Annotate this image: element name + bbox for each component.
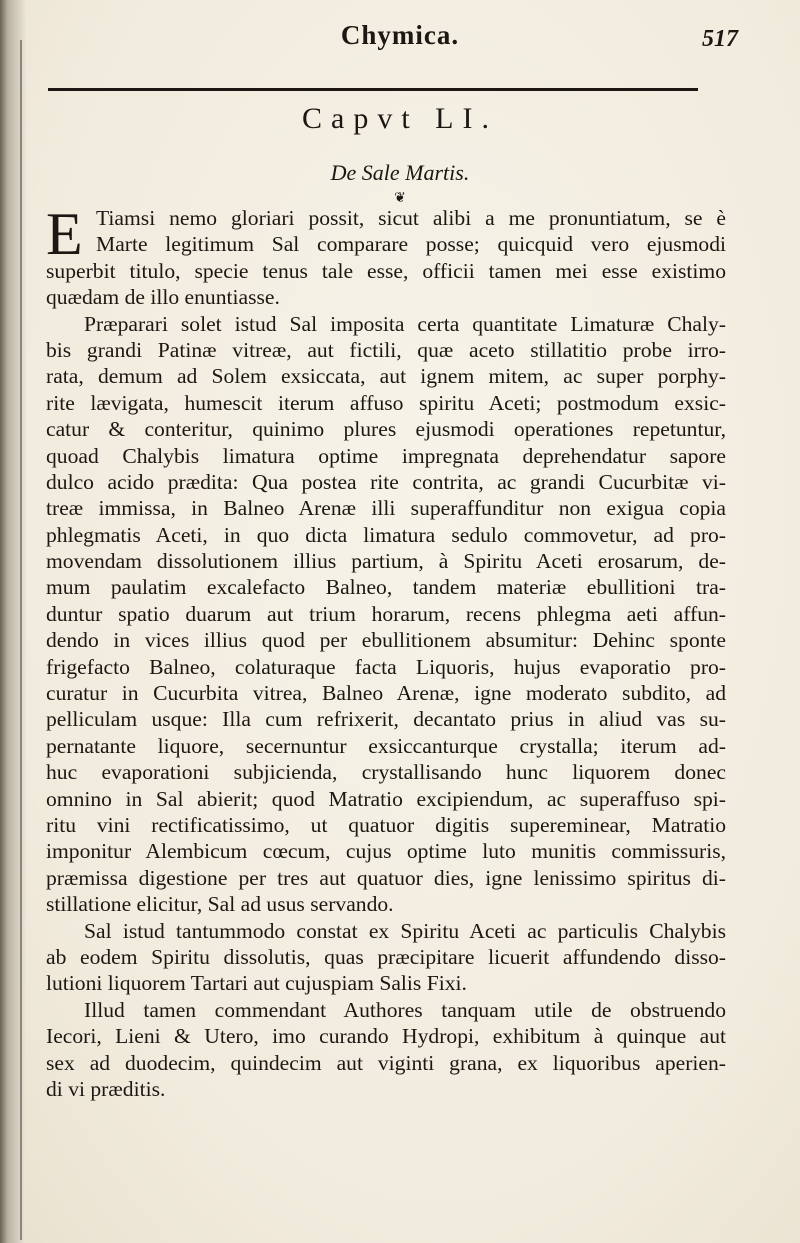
text-line: Præparari solet istud Sal imposita certa quantitate Limaturæ Chaly- [84,311,726,336]
chapter-title: Capvt LI. [302,102,498,135]
text-line: lutioni liquorem Tartari aut cujuspiam Salis Fixi. [46,971,467,996]
text-line: catur & conteritur, quinimo plures ejusmodi operationes repetuntur, [46,417,726,442]
text-line: duntur spatio duarum aut trium horarum, recens phlegma aeti affun- [46,601,726,626]
drop-cap: E [46,201,83,267]
text-line: curatur in Cucurbita vitrea, Balneo Arenæ, igne moderato subdito, ad [46,681,726,706]
text-line: Illud tamen commendant Authores tanquam utile de obstruendo [84,997,726,1022]
paragraph-3 [46,918,726,997]
paragraph-2 [46,311,726,918]
text-line: sex ad duodecim, quindecim aut viginti grana, ex liquoribus aperien- [46,1050,726,1075]
header-rule [48,88,698,91]
text-line: imponitur Alembicum cœcum, cujus optime luto munitis commissuris, [46,839,726,864]
text-line: rite lævigata, humescit iterum affuso spiritu Aceti; postmodum exsic- [46,390,726,415]
page-number: 517 [702,26,738,52]
text-line: movendam dissolutionem illius partium, à Spiritu Aceti erosarum, de- [46,549,726,574]
text-line: Marte legitimum Sal comparare posse; quicquid vero ejusmodi [96,232,726,257]
text-line: quædam de illo enuntiasse. [46,285,280,310]
text-line: stillatione elicitur, Sal ad usus servando. [46,892,394,917]
text-line: pernatante liquore, secernuntur exsiccanturque crystalla; iterum ad- [46,733,726,758]
text-line: dulco acido prædita: Qua postea rite contrita, ac grandi Cucurbitæ vi- [46,469,726,494]
text-line: Tiamsi nemo gloriari possit, sicut alibi a me pronuntiatum, se è [96,206,726,230]
text-line: treæ immissa, in Balneo Arenæ illi superaffunditur non exigua copia [46,496,726,521]
binding-edge [0,0,26,1243]
text-line: dendo in vices illius quod per ebullitionem absumitur: Dehinc sponte [46,628,726,653]
gutter-line [20,40,22,1240]
text-line: ritu vini rectificatissimo, ut quatuor digitis supereminear, Matratio [46,812,726,837]
running-head: Chymica. [340,20,460,50]
page-header [0,18,800,58]
text-line: huc evaporationi subjicienda, crystallisando hunc liquorem donec [46,760,726,785]
paragraph-4 [46,997,726,1103]
chapter-subtitle: De Sale Martis. [330,160,470,185]
text-line: superbit titulo, specie tenus tale esse, officii tamen mei esse existimo [46,258,726,283]
paragraph-1 [46,201,726,311]
text-line: Sal istud tantummodo constat ex Spiritu Aceti ac particulis Chalybis [84,918,726,943]
text-line: mum paulatim excalefacto Balneo, tandem materiæ ebullitioni tra- [46,575,726,600]
fleuron-ornament: ❦ [394,190,406,206]
text-line: phlegmatis Aceti, in quo dicta limatura sedulo commovetur, ad pro- [46,522,726,547]
text-line: Iecori, Lieni & Utero, imo curando Hydropi, exhibitum à quinque aut [46,1024,726,1049]
text-line: di vi præditis. [46,1076,166,1101]
text-line: frigefacto Balneo, colaturaque facta Liquoris, hujus evaporatio pro- [46,654,726,679]
text-line: omnino in Sal abierit; quod Matratio excipiendum, ac superaffuso spi- [46,786,726,811]
text-line: præmissa digestione per tres aut quatuor dies, igne lenissimo spiritus di- [46,865,726,890]
text-line: rata, demum ad Solem exsiccata, aut ignem mitem, ac super porphy- [46,364,726,389]
text-line: pelliculam usque: Illa cum refrixerit, decantato prius in aliud vas su- [46,707,726,732]
text-line: bis grandi Patinæ vitreæ, aut fictili, quæ aceto stillatitio probe irro- [46,337,726,362]
text-line: ab eodem Spiritu dissolutis, quas præcipitare licuerit affundendo disso- [46,944,726,969]
text-line: quoad Chalybis limatura optime impregnata deprehendatur sapore [46,443,726,468]
body-text [46,201,726,1102]
